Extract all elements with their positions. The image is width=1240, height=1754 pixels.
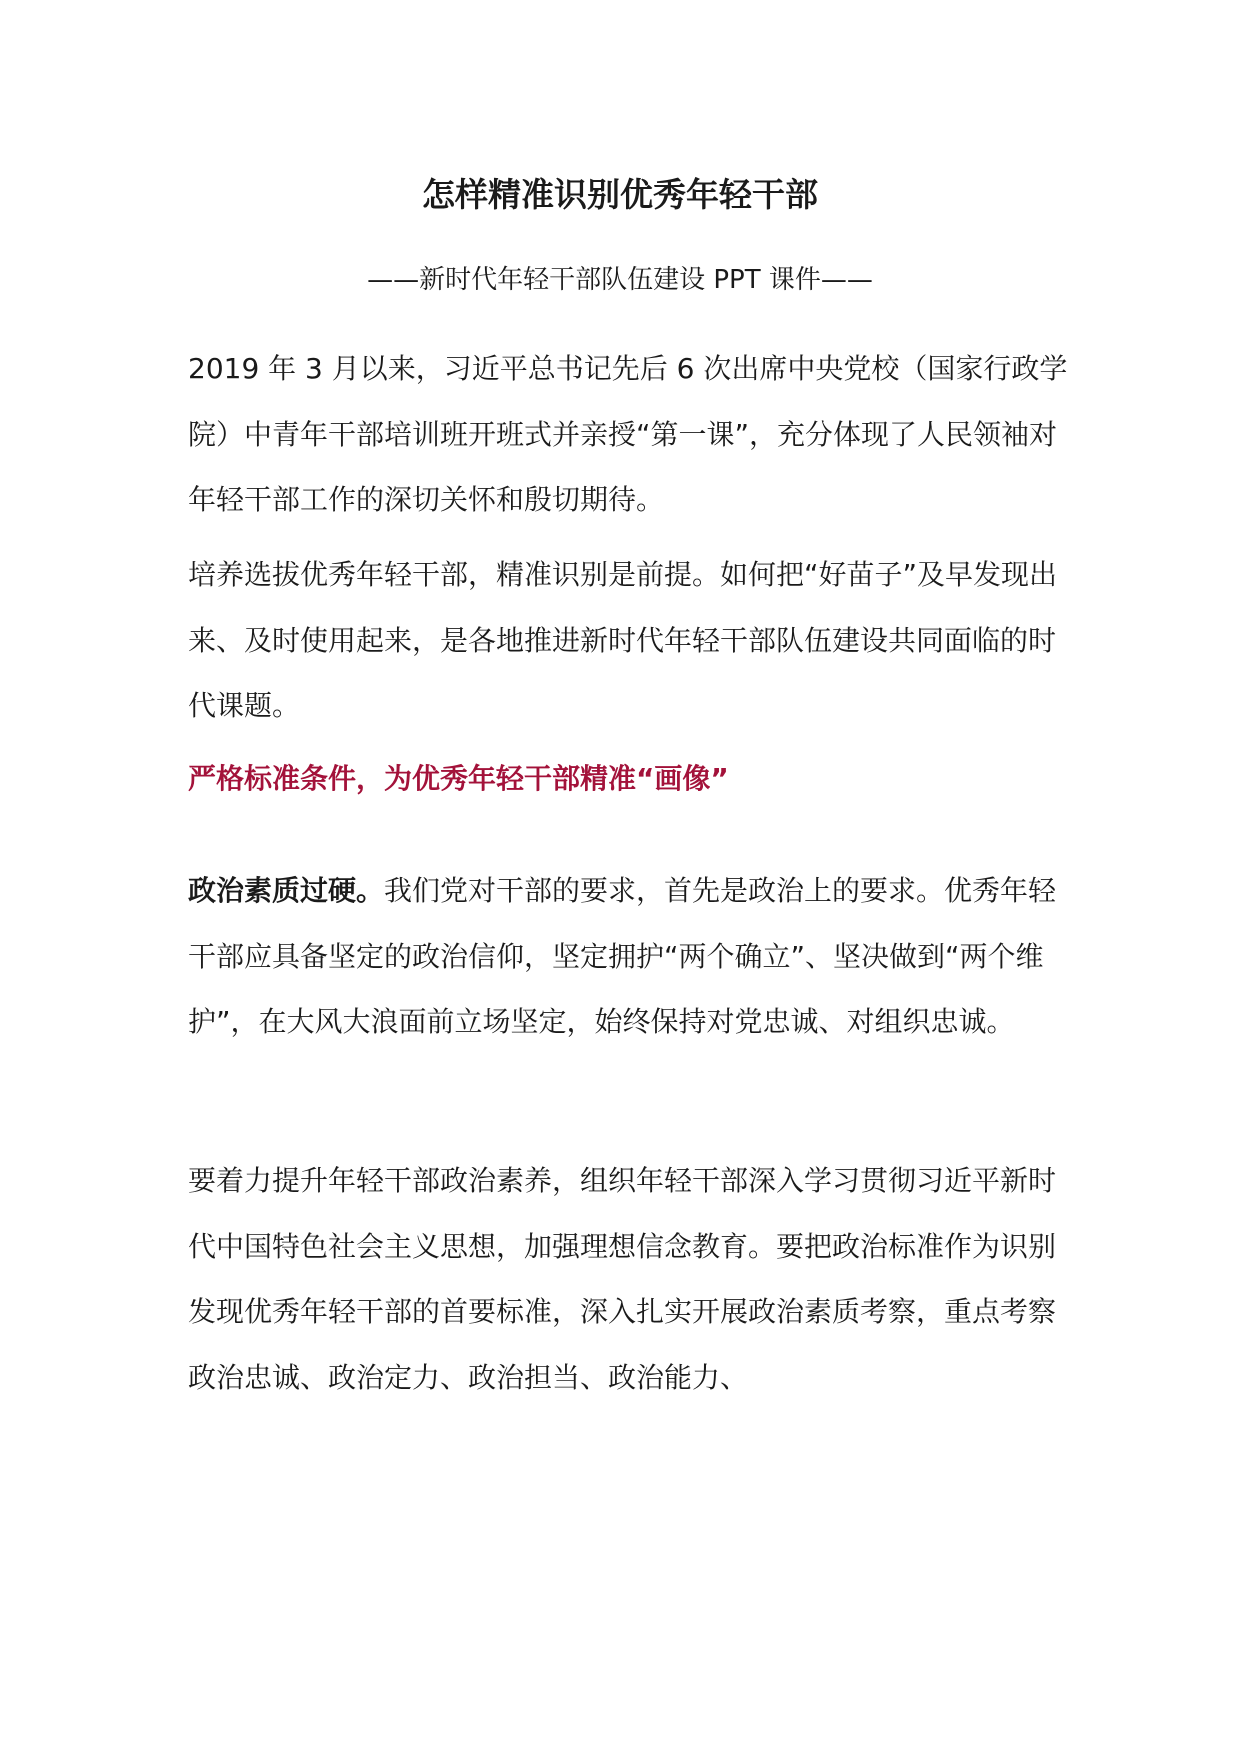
section-paragraph-1 (188, 858, 1068, 1055)
document-subtitle: ——新时代年轻干部队伍建设 PPT 课件—— (367, 265, 873, 295)
intro-paragraph-1: 2019 年 3 月以来，习近平总书记先后 6 次出席中央党校（国家行政学院）中青年干部培训班开班式并亲授“第一课”，充分体现了人民领袖对年轻干部工作的深切关怀和殷切期待。 (188, 352, 1068, 516)
section-paragraph-2: 要着力提升年轻干部政治素养，组织年轻干部深入学习贯彻习近平新时代中国特色社会主义思想，加强理想信念教育。要把政治标准作为识别发现优秀年轻干部的首要标准，深入扎实开展政治素质考察，重点考察政治忠诚、政治定力、政治担当、政治能力、 (188, 1164, 1057, 1394)
section-heading: 严格标准条件，为优秀年轻干部精准“画像” (188, 762, 729, 795)
intro-paragraph-2: 培养选拔优秀年轻干部，精准识别是前提。如何把“好苗子”及早发现出来、及时使用起来，是各地推进新时代年轻干部队伍建设共同面临的时代课题。 (188, 558, 1058, 722)
document-title: 怎样精准识别优秀年轻干部 (422, 175, 818, 214)
section-paragraph-1-lead: 政治素质过硬。 (188, 874, 385, 907)
section-paragraph-1-text: 我们党对干部的要求，首先是政治上的要求。优秀年轻干部应具备坚定的政治信仰，坚定拥护“两个确立”、坚决做到“两个维护”，在大风大浪面前立场坚定，始终保持对党忠诚、对组织忠诚。 (188, 874, 1057, 1038)
